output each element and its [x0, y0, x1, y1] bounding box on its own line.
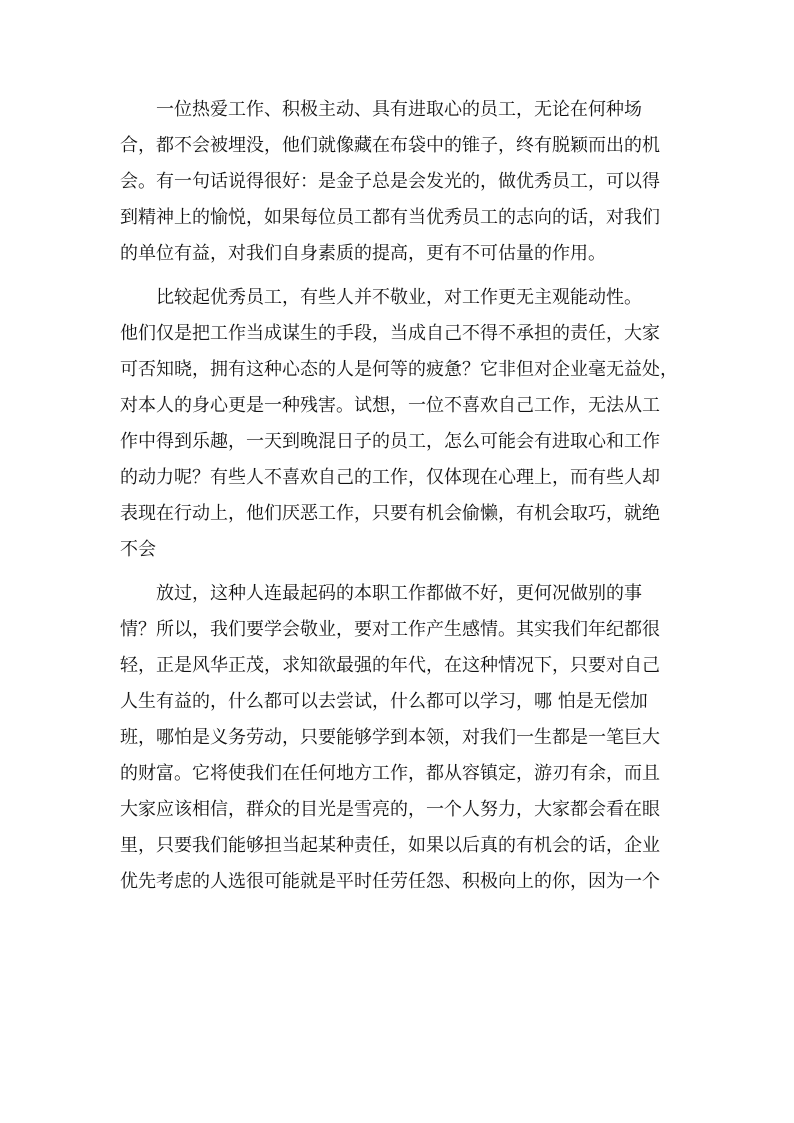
paragraph-line: 里，只要我们能够担当起某种责任，如果以后真的有机会的话，企业	[120, 835, 660, 856]
paragraph-line: 表现在行动上，他们厌恶工作，只要有机会偷懒，有机会取巧，就绝	[120, 503, 660, 524]
paragraph-line: 优先考虑的人选很可能就是平时任劳任怨、积极向上的你，因为一个	[120, 871, 660, 892]
paragraph-1	[120, 92, 680, 272]
paragraph-line: 一位热爱工作、积极主动、具有进取心的员工，无论在何种场	[156, 99, 642, 120]
paragraph-line: 他们仅是把工作当成谋生的手段，当成自己不得不承担的责任，大家	[120, 323, 660, 344]
paragraph-line: 人生有益的，什么都可以去尝试，什么都可以学习，哪 怕是无偿加	[120, 691, 648, 712]
paragraph-line: 可否知晓，拥有这种心态的人是何等的疲惫？它非但对企业毫无益处，	[120, 359, 678, 380]
paragraph-line: 班，哪怕是义务劳动，只要能够学到本领，对我们一生都是一笔巨大	[120, 727, 660, 748]
paragraph-line: 的动力呢？有些人不喜欢自己的工作，仅体现在心理上，而有些人却	[120, 467, 660, 488]
paragraph-line: 放过，这种人连最起码的本职工作都做不好，更何况做别的事	[156, 583, 642, 604]
paragraph-line: 会。有一句话说得很好：是金子总是会发光的，做优秀员工，可以得	[120, 171, 660, 192]
paragraph-gap	[120, 272, 680, 280]
paragraph-line: 合，都不会被埋没，他们就像藏在布袋中的锥子，终有脱颖而出的机	[120, 135, 660, 156]
paragraph-3	[120, 576, 680, 900]
paragraph-line: 比较起优秀员工，有些人并不敬业，对工作更无主观能动性。	[156, 287, 642, 308]
paragraph-line: 到精神上的愉悦，如果每位员工都有当优秀员工的志向的话，对我们	[120, 207, 660, 228]
paragraph-line: 作中得到乐趣，一天到晚混日子的员工，怎么可能会有进取心和工作	[120, 431, 660, 452]
paragraph-line: 对本人的身心更是一种残害。试想，一位不喜欢自己工作，无法从工	[120, 395, 660, 416]
paragraph-2	[120, 280, 680, 568]
paragraph-line: 大家应该相信，群众的目光是雪亮的，一个人努力，大家都会看在眼	[120, 799, 660, 820]
paragraph-gap	[120, 568, 680, 576]
paragraph-line: 的财富。它将使我们在任何地方工作，都从容镇定，游刃有余，而且	[120, 763, 660, 784]
paragraph-line: 的单位有益，对我们自身素质的提高，更有不可估量的作用。	[120, 243, 606, 264]
paragraph-line: 轻，正是风华正茂，求知欲最强的年代，在这种情况下，只要对自己	[120, 655, 660, 676]
paragraph-line: 不会	[120, 539, 156, 560]
paragraph-line: 情？所以，我们要学会敬业，要对工作产生感情。其实我们年纪都很	[120, 619, 660, 640]
document-page	[120, 92, 680, 900]
